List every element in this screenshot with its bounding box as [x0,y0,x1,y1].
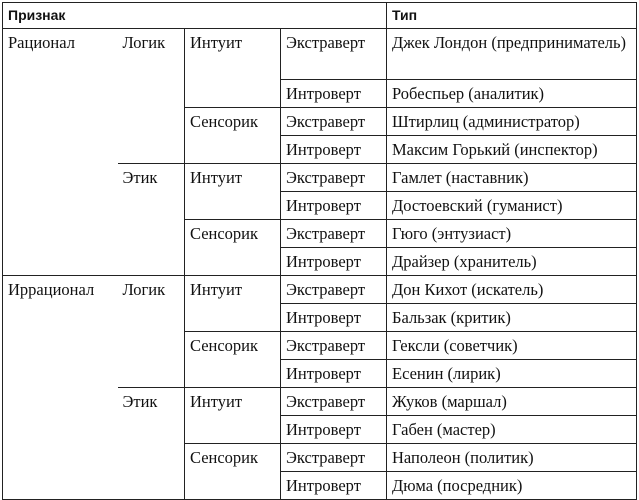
cell-orientation: Интроверт [281,192,387,220]
cell-orientation: Экстраверт [281,29,387,80]
group-perception: Сенсорик [185,220,281,276]
cell-orientation: Экстраверт [281,220,387,248]
cell-type: Джек Лондон (предприниматель) [387,29,637,80]
group-rationality: Рационал [3,29,118,276]
cell-type: Гамлет (наставник) [387,164,637,192]
cell-orientation: Экстраверт [281,276,387,304]
cell-type: Штирлиц (администратор) [387,108,637,136]
cell-type: Бальзак (критик) [387,304,637,332]
table-row [3,276,637,304]
cell-type: Жуков (маршал) [387,388,637,416]
cell-orientation: Интроверт [281,472,387,500]
group-perception: Сенсорик [185,332,281,388]
group-perception: Сенсорик [185,444,281,500]
cell-orientation: Интроверт [281,416,387,444]
cell-orientation: Интроверт [281,304,387,332]
cell-type: Гексли (советчик) [387,332,637,360]
cell-type: Робеспьер (аналитик) [387,80,637,108]
group-logic-ethic: Этик [118,164,185,276]
cell-type: Наполеон (политик) [387,444,637,472]
cell-orientation: Интроверт [281,80,387,108]
cell-orientation: Экстраверт [281,444,387,472]
cell-type: Габен (мастер) [387,416,637,444]
cell-orientation: Интроверт [281,136,387,164]
cell-orientation: Интроверт [281,360,387,388]
group-rationality: Иррационал [3,276,118,500]
cell-orientation: Экстраверт [281,332,387,360]
cell-type: Есенин (лирик) [387,360,637,388]
group-logic-ethic: Этик [118,388,185,500]
cell-type: Достоевский (гуманист) [387,192,637,220]
header-feature: Признак [3,3,387,29]
table-row [3,29,637,80]
cell-orientation: Экстраверт [281,108,387,136]
group-perception: Интуит [185,29,281,108]
group-perception: Интуит [185,276,281,332]
cell-type: Максим Горький (инспектор) [387,136,637,164]
group-logic-ethic: Логик [118,29,185,164]
cell-orientation: Интроверт [281,248,387,276]
group-perception: Интуит [185,164,281,220]
cell-type: Дон Кихот (искатель) [387,276,637,304]
group-perception: Сенсорик [185,108,281,164]
socionics-types-table [2,2,637,500]
header-row [3,3,637,29]
cell-type: Драйзер (хранитель) [387,248,637,276]
group-logic-ethic: Логик [118,276,185,388]
cell-orientation: Экстраверт [281,388,387,416]
cell-type: Гюго (энтузиаст) [387,220,637,248]
group-perception: Интуит [185,388,281,444]
cell-type: Дюма (посредник) [387,472,637,500]
header-type: Тип [387,3,637,29]
cell-orientation: Экстраверт [281,164,387,192]
